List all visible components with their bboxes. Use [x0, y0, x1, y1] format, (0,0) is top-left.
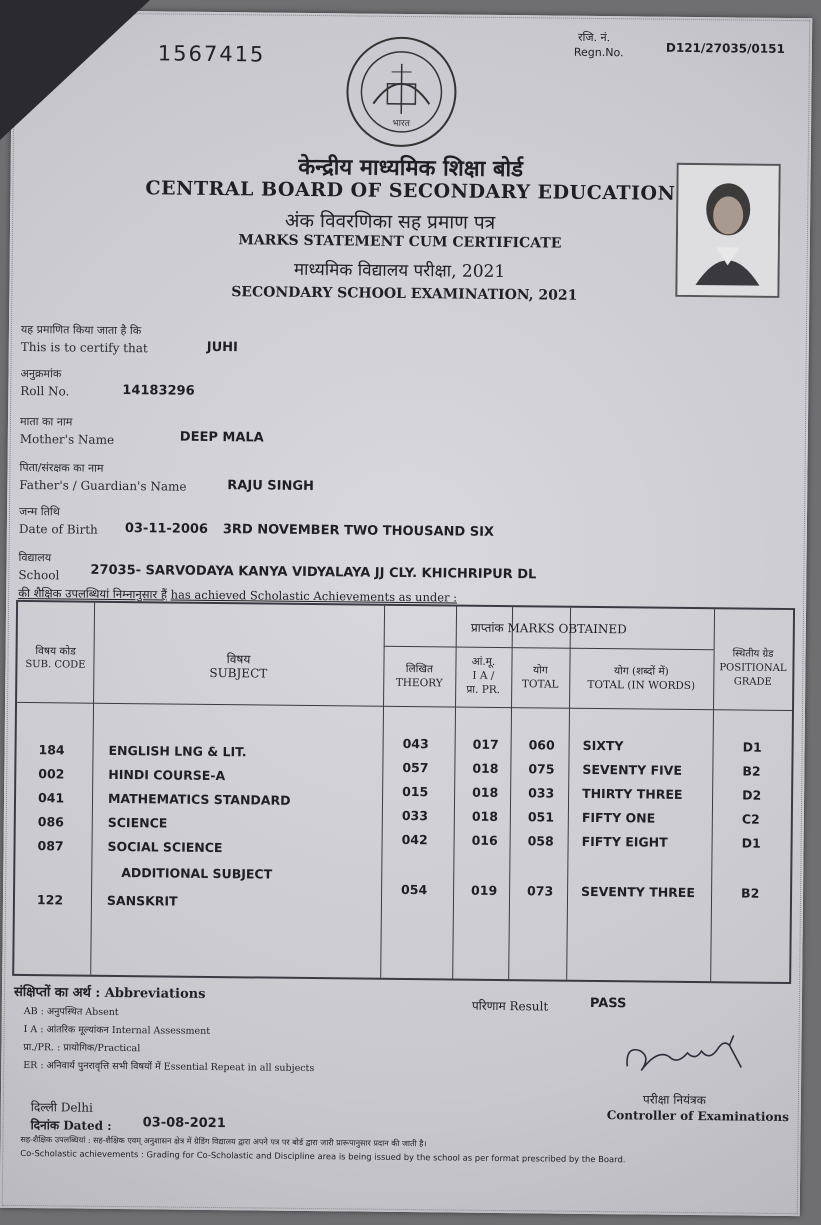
cell-subject: SCIENCE — [107, 814, 168, 831]
ia-header-hi: आं.मू. — [471, 655, 496, 668]
dob-label-hi: जन्म तिथि — [18, 504, 60, 519]
ia-header-pr: प्रा. PR. — [466, 683, 501, 696]
board-title-hi: केन्द्रीय माध्यमिक शिक्षा बोर्ड — [298, 153, 524, 183]
additional-cell-subject: SANSKRIT — [106, 892, 178, 909]
cell-total: 051 — [527, 809, 555, 825]
student-name: JUHI — [206, 339, 238, 356]
cell-ia: 018 — [472, 784, 499, 800]
school-label-en: School — [18, 567, 60, 583]
issue-date: 03-08-2021 — [142, 1115, 226, 1132]
father-label-hi: पिता/संरक्षक का नाम — [19, 460, 104, 475]
certificate-title-hi: अंक विवरणिका सह प्रमाण पत्र — [284, 209, 496, 234]
roll-number: 14183296 — [122, 383, 195, 399]
controller-title-hi: परीक्षा नियंत्रक — [642, 1092, 706, 1108]
words-header — [569, 664, 713, 694]
cell-grade: D1 — [741, 835, 761, 851]
date-of-birth-words: 3RD NOVEMBER TWO THOUSAND SIX — [222, 522, 495, 540]
cell-words: FIFTY ONE — [581, 809, 656, 826]
cell-total: 033 — [528, 785, 555, 801]
marks-obtained-header: प्राप्तांक MARKS OBTAINED — [470, 620, 627, 637]
cell-theory: 015 — [402, 783, 429, 800]
cell-words: SIXTY — [582, 737, 624, 754]
place: दिल्ली Delhi — [30, 1100, 93, 1115]
cell-theory: 043 — [402, 735, 429, 752]
cell-words: THIRTY THREE — [582, 785, 683, 802]
additional-cell-grade: B2 — [741, 885, 760, 901]
certify-label-en: This is to certify that — [20, 339, 148, 356]
marks-table — [12, 600, 795, 984]
school-name: 27035- SARVODAYA KANYA VIDYALAYA JJ CLY. KHICHRIPUR DL — [90, 562, 537, 583]
cell-ia: 017 — [472, 736, 499, 752]
additional-cell-theory: 054 — [401, 881, 428, 898]
school-label-hi: विद्यालय — [18, 550, 52, 565]
grade-header-hi: स्थितीय ग्रेड — [732, 648, 774, 660]
achievement-en: has achieved Scholastic Achievements as under : — [170, 587, 458, 605]
father-name: RAJU SINGH — [227, 478, 315, 495]
cell-code: 086 — [37, 814, 64, 830]
cell-code: 041 — [37, 790, 65, 806]
co-scholastic-note-hi: सह-शैक्षिक उपलब्धियां : सह-शैक्षिक एवम् अनुशासन क्षेत्र में ग्रेडिंग विद्यालय द्वारा अपने पत्र पर बोर्ड द्वारा जारी प्रारूपानुसार प्रदान की जाती है। — [20, 1134, 427, 1149]
regn-label-en: Regn.No. — [573, 45, 624, 60]
additional-cell-ia: 019 — [471, 882, 498, 898]
subject-header-hi: विषय — [226, 652, 251, 667]
words-header-hi: योग (शब्दों में) — [613, 665, 669, 678]
cell-subject: SOCIAL SCIENCE — [107, 838, 223, 856]
cbse-emblem — [343, 33, 460, 150]
ia-header — [455, 655, 511, 698]
cell-total: 058 — [527, 833, 554, 849]
cell-theory: 042 — [401, 831, 428, 848]
result-label: परिणाम Result — [471, 998, 549, 1014]
serial-number: 1567415 — [157, 41, 266, 67]
controller-title-en: Controller of Examinations — [606, 1108, 789, 1125]
cell-grade: C2 — [741, 811, 760, 827]
dated-label: दिनांक Dated : — [30, 1118, 112, 1133]
emblem-text: भारत — [392, 118, 410, 130]
code-header-en: SUB. CODE — [25, 659, 86, 671]
additional-subject-label: ADDITIONAL SUBJECT — [121, 865, 273, 882]
total-header-en: TOTAL — [521, 678, 559, 691]
cell-code: 184 — [38, 742, 65, 758]
cell-total: 075 — [528, 761, 555, 777]
additional-cell-words: SEVENTY THREE — [581, 883, 696, 901]
abbr-absent: AB : अनुपस्थित Absent — [23, 1006, 119, 1019]
result-value: PASS — [589, 995, 627, 1012]
theory-header — [383, 662, 455, 691]
cell-ia: 016 — [471, 832, 498, 848]
achievement-hi: की शैक्षिक उपलब्धियां निम्नानुसार हैं — [18, 585, 168, 602]
total-header — [511, 663, 569, 692]
regn-label-hi: रजि. नं. — [577, 30, 611, 45]
marks-certificate — [0, 10, 812, 1216]
theory-header-hi: लिखित — [405, 663, 434, 676]
certificate-title-en: MARKS STATEMENT CUM CERTIFICATE — [238, 232, 562, 252]
cell-ia: 018 — [472, 760, 499, 776]
cell-theory: 033 — [401, 807, 429, 824]
abbr-essential-repeat: ER : अनिवार्य पुनरावृत्ति सभी विषयों में Essential Repeat in all subjects — [23, 1060, 315, 1075]
words-header-en: TOTAL (IN WORDS) — [587, 678, 696, 693]
abbr-practical: प्रा./PR. : प्रायोगिक/Practical — [23, 1042, 141, 1055]
dob-label-en: Date of Birth — [18, 521, 98, 537]
cell-subject: MATHEMATICS STANDARD — [107, 790, 291, 808]
exam-title-en: SECONDARY SCHOOL EXAMINATION, 2021 — [231, 284, 578, 304]
subject-header-en: SUBJECT — [209, 665, 268, 681]
mother-label-hi: माता का नाम — [19, 414, 73, 429]
roll-label-hi: अनुक्रमांक — [20, 366, 62, 381]
cell-code: 087 — [37, 838, 64, 854]
mother-label-en: Mother's Name — [19, 431, 115, 447]
regn-number: D121/27035/0151 — [665, 40, 785, 56]
father-label-en: Father's / Guardian's Name — [19, 477, 187, 494]
grade-header — [713, 647, 792, 690]
additional-cell-code: 122 — [36, 892, 64, 908]
code-header — [17, 644, 93, 673]
mother-name: DEEP MALA — [179, 429, 264, 446]
cell-words: FIFTY EIGHT — [581, 833, 668, 850]
theory-header-en: THEORY — [395, 676, 443, 690]
cell-words: SEVENTY FIVE — [582, 761, 683, 778]
board-title-en: CENTRAL BOARD OF SECONDARY EDUCATION — [145, 177, 676, 205]
certify-label-hi: यह प्रमाणित किया जाता है कि — [20, 322, 142, 338]
cell-grade: D1 — [742, 739, 762, 755]
cell-ia: 018 — [471, 808, 499, 824]
cell-subject: HINDI COURSE-A — [108, 766, 226, 784]
abbreviations-title: संक्षिप्तों का अर्थ : Abbreviations — [13, 984, 206, 1002]
cell-code: 002 — [38, 766, 65, 782]
exam-title-hi: माध्यमिक विद्यालय परीक्षा, 2021 — [293, 259, 506, 283]
subject-header — [93, 651, 383, 682]
total-header-hi: योग — [532, 664, 548, 677]
cell-grade: D2 — [742, 787, 762, 803]
ia-header-en: I A / — [472, 669, 495, 682]
grade-header-en: POSITIONAL GRADE — [719, 662, 787, 688]
abbr-internal-assessment: I A : आंतरिक मूल्यांकन Internal Assessment — [23, 1024, 211, 1037]
cell-subject: ENGLISH LNG & LIT. — [108, 742, 247, 760]
roll-label-en: Roll No. — [20, 383, 70, 399]
cell-grade: B2 — [742, 763, 761, 779]
controller-signature — [617, 1026, 768, 1084]
cell-total: 060 — [528, 737, 555, 753]
co-scholastic-note-en: Co-Scholastic achievements : Grading for Co-Scholastic and Discipline area is being issued by the school as per format prescribed by the Board. — [20, 1147, 626, 1165]
background-shadow — [0, 0, 150, 140]
cell-theory: 057 — [402, 759, 429, 776]
date-of-birth: 03-11-2006 — [124, 521, 209, 537]
additional-cell-total: 073 — [527, 883, 554, 899]
code-header-hi: विषय कोड — [35, 645, 76, 658]
student-photo — [675, 163, 780, 298]
